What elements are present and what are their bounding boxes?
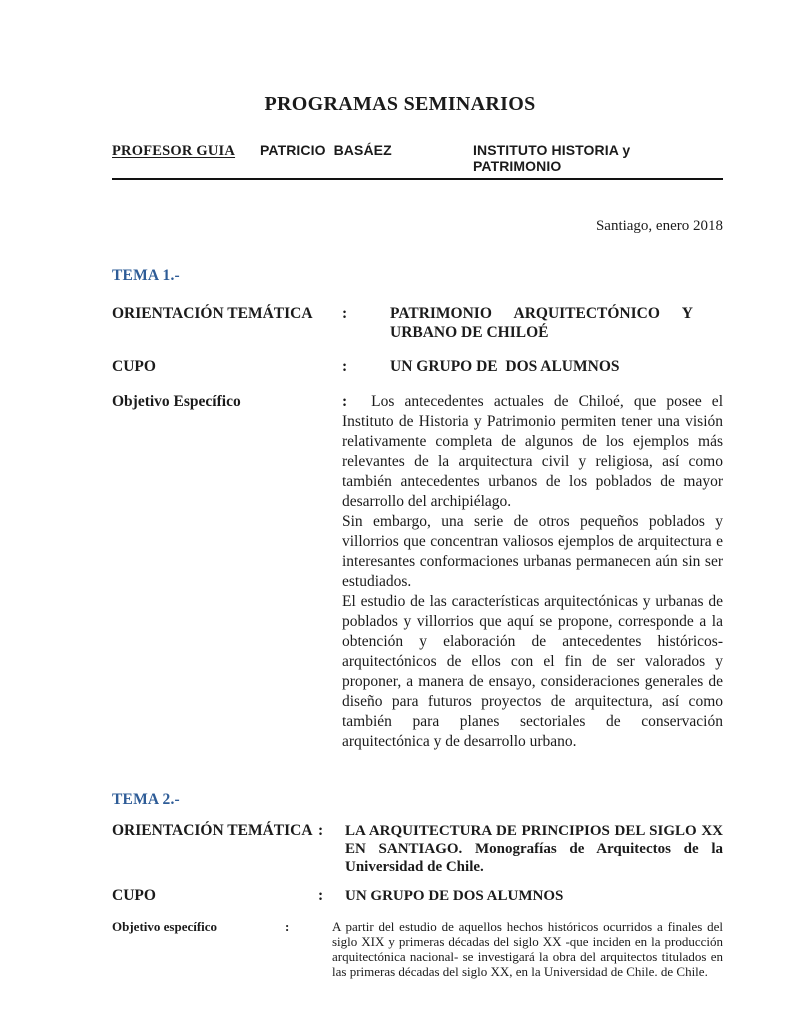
tema2-orientacion-value: LA ARQUITECTURA DE PRINCIPIOS DEL SIGLO XX EN SANTIAGO. Monografías de Arquitectos de la Universidad de Chile. xyxy=(345,823,727,875)
professor-guide-row xyxy=(112,142,723,180)
date-line: Santiago, enero 2018 xyxy=(595,218,723,234)
tema1-objetivo-paragraph-2: Sin embargo, una serie de otros pequeños poblados y villorrios que concentran valiosos ejemplos de arquitectura e interesantes conformaciones urbanas permanecen aún sin ser estudiados. xyxy=(342,513,723,590)
document-title: PROGRAMAS SEMINARIOS xyxy=(264,93,536,115)
tema1-objetivo-label: Objetivo Específico xyxy=(112,393,241,410)
tema1-orientacion-label: ORIENTACIÓN TEMÁTICA xyxy=(112,305,313,322)
tema2-heading: TEMA 2.- xyxy=(112,791,180,808)
colon-separator: : xyxy=(342,358,348,375)
professor-guide-label: PROFESOR GUIA xyxy=(112,143,236,159)
tema1-cupo-row xyxy=(112,357,723,376)
tema1-heading: TEMA 1.- xyxy=(112,267,180,284)
colon-separator: : xyxy=(342,393,348,410)
colon-separator: : xyxy=(285,919,290,934)
tema1-objetivo-paragraph-3: El estudio de las características arquitectónicas y urbanas de poblados y villorrios que aquí se propone, corresponde a la obtención y elaboración de antecedentes históricos-arquitectónicos de ellos con el fin de ser valorados y proponer, a manera de ensayo, consideraciones generales de diseño para futuros proyectos de arquitectura, así como también para planes sectoriales de conservación arquitectónica y de desarrollo urbano. xyxy=(342,593,723,750)
tema1-objetivo-paragraph-1 xyxy=(342,392,723,512)
tema1-orientacion-row xyxy=(112,304,723,342)
tema2-cupo-value: UN GRUPO DE DOS ALUMNOS xyxy=(345,888,564,904)
tema1-cupo-value: UN GRUPO DE DOS ALUMNOS xyxy=(390,358,620,375)
paragraph-text: Los antecedentes actuales de Chiloé, que posee el Instituto de Historia y Patrimonio permiten tener una visión relativamente completa de algunos de los ejemplos más relevantes de la arquitectura civil y religiosa, así como también antecedentes urbanos de los poblados de mayor desarrollo del archipiélago. xyxy=(342,393,723,510)
tema1-cupo-label: CUPO xyxy=(112,358,156,375)
tema2-objetivo-label: Objetivo específico xyxy=(112,919,218,934)
institute-name: INSTITUTO HISTORIA y PATRIMONIO xyxy=(473,142,639,174)
tema2-objetivo-row xyxy=(112,919,723,979)
tema2-orientacion-row xyxy=(112,822,727,876)
colon-separator: : xyxy=(318,822,324,839)
tema2-objetivo-text: A partir del estudio de aquellos hechos históricos ocurridos a finales del siglo XIX y primeras décadas del siglo XX -que inciden en la producción arquitectónica nacional- se investigará la obra del arquitectos titulados en las primeras décadas del siglo XX, en la Universidad de Chile. de Chile. xyxy=(332,919,723,979)
tema1-objetivo-text xyxy=(342,392,723,752)
colon-separator: : xyxy=(342,305,348,322)
tema1-objetivo-row xyxy=(112,392,723,752)
tema2-cupo-row xyxy=(112,887,723,905)
professor-name: PATRICIO BASÁEZ xyxy=(260,142,392,158)
tema2-cupo-label: CUPO xyxy=(112,887,156,904)
tema1-orientacion-value: PATRIMONIO ARQUITECTÓNICO Y URBANO DE CHILOÉ xyxy=(390,305,697,341)
colon-separator: : xyxy=(318,887,324,904)
tema2-orientacion-label: ORIENTACIÓN TEMÁTICA xyxy=(112,822,313,839)
